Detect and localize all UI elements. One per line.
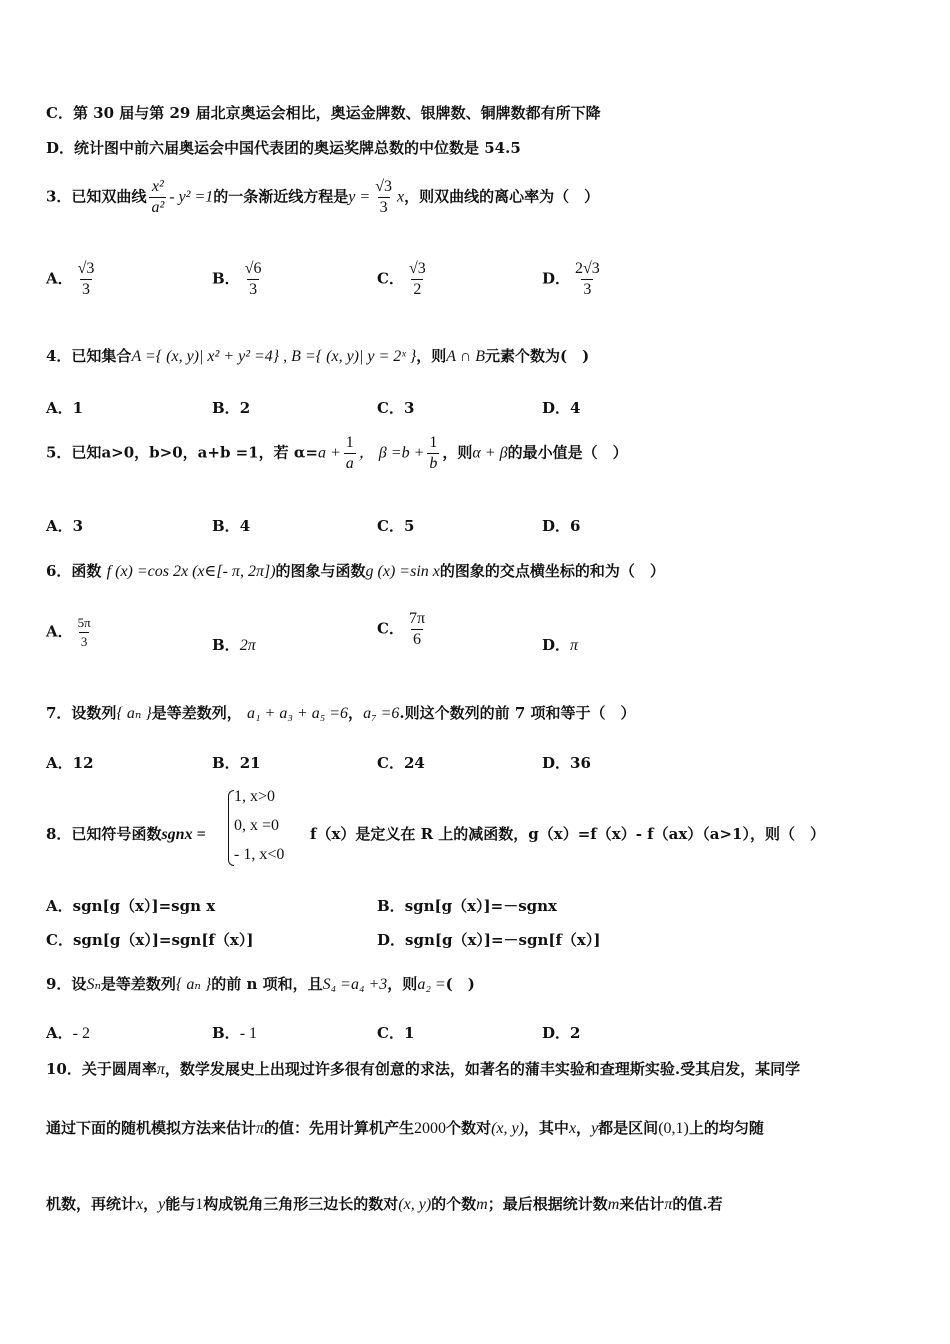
q4-option-a[interactable]: A．1 bbox=[46, 399, 84, 417]
q6-option-b[interactable]: B．2π bbox=[212, 636, 256, 654]
q9-option-b[interactable]: B．- 1 bbox=[212, 1024, 258, 1042]
q8-option-d[interactable]: D．sgn[g（x）]=－sgn[f（x）] bbox=[377, 931, 601, 949]
q5-option-c[interactable]: C．5 bbox=[377, 517, 415, 535]
q6-option-d[interactable]: D．π bbox=[542, 636, 579, 654]
q9-option-d[interactable]: D．2 bbox=[542, 1024, 581, 1042]
q7-option-d[interactable]: D．36 bbox=[542, 754, 591, 772]
question-8-prefix: 8．已知符号函数sgnx = bbox=[46, 825, 206, 843]
q3-option-c[interactable]: C． $\frac{√3}{2}$ bbox=[377, 260, 426, 298]
question-7: 7．设数列{ aₙ }是等差数列， a₁ + a₃ + a₅ =6，a₇ =6.则这个数列的前 7 项和等于（ ） bbox=[46, 704, 636, 722]
q7-option-a[interactable]: A．12 bbox=[46, 754, 94, 772]
q4-option-c[interactable]: C．3 bbox=[377, 399, 415, 417]
q3-option-b[interactable]: B． $\frac{√6}{3}$ bbox=[212, 260, 262, 298]
hyperbola-fraction: $\frac{\text{x²}}{\text{a²}}$ bbox=[151, 178, 165, 216]
q5-option-d[interactable]: D．6 bbox=[542, 517, 581, 535]
q5-option-b[interactable]: B．4 bbox=[212, 517, 251, 535]
option-d-previous: D．统计图中前六届奥运会中国代表团的奥运奖牌总数的中位数是 54.5 bbox=[46, 139, 521, 157]
question-9: 9．设Sₙ是等差数列{ aₙ }的前 n 项和，且S₄ =a₄ +3，则a₂ =( ) bbox=[46, 975, 475, 993]
question-10-line-3: 机数，再统计x，y能与1构成锐角三角形三边长的数对(x, y)的个数m；最后根据统计数m来估计π的值.若 bbox=[46, 1195, 723, 1213]
q7-option-c[interactable]: C．24 bbox=[377, 754, 425, 772]
q4-option-d[interactable]: D．4 bbox=[542, 399, 581, 417]
q6-option-a[interactable]: A． $\frac{5\pi}{3}$ bbox=[46, 615, 91, 649]
q5-option-a[interactable]: A．3 bbox=[46, 517, 84, 535]
question-3: 3．已知双曲线 $\frac{\text{x²}}{\text{a²}}$ - y² =1的一条渐近线方程是y = $\frac{√3}{3}$ x，则双曲线的离心率为（ ） bbox=[46, 178, 600, 216]
option-c-previous: C．第 30 届与第 29 届北京奥运会相比，奥运金牌数、银牌数、铜牌数都有所下降 bbox=[46, 104, 601, 122]
question-4: 4．已知集合A ={ (x, y)| x² + y² =4} , B ={ (x, y)| y = 2ˣ }，则A ∩ B元素个数为( ) bbox=[46, 347, 590, 365]
question-8-body: f（x）是定义在 R 上的减函数，g（x）=f（x）- f（ax）（a>1），则（ ） bbox=[310, 825, 825, 843]
question-10-line-1: 10．关于圆周率π，数学发展史上出现过许多很有创意的求法，如著名的蒲丰实验和查理斯实验.受其启发，某同学 bbox=[46, 1060, 801, 1078]
q8-option-a[interactable]: A．sgn[g（x）]=sgn x bbox=[46, 897, 216, 915]
q3-option-a[interactable]: A． $\frac{√3}{3}$ bbox=[46, 260, 95, 298]
case-3: - 1, x<0 bbox=[234, 846, 285, 863]
q8-option-c[interactable]: C．sgn[g（x）]=sgn[f（x）] bbox=[46, 931, 254, 949]
q4-option-b[interactable]: B．2 bbox=[212, 399, 251, 417]
q8-option-b[interactable]: B．sgn[g（x）]=－sgnx bbox=[377, 897, 558, 915]
q9-option-c[interactable]: C．1 bbox=[377, 1024, 415, 1042]
asymptote-fraction: $\frac{√3}{3}$ bbox=[375, 178, 392, 216]
q6-option-c[interactable]: C． $\frac{7\pi}{6}$ bbox=[377, 610, 426, 648]
case-2: 0, x =0 bbox=[234, 817, 280, 834]
question-10-line-2: 通过下面的随机模拟方法来估计π的值：先用计算机产生2000个数对(x, y)，其中x，y都是区间(0,1)上的均匀随 bbox=[46, 1119, 764, 1137]
q3-option-d[interactable]: D． $\frac{2√3}{3}$ bbox=[542, 260, 600, 298]
q7-option-b[interactable]: B．21 bbox=[212, 754, 261, 772]
case-1: 1, x>0 bbox=[234, 788, 276, 805]
question-6: 6．函数 f (x) =cos 2x (x∈[- π, 2π])的图象与函数g (x) =sin x的图象的交点横坐标的和为（ ） bbox=[46, 562, 665, 580]
question-5: 5．已知a>0，b>0，a+b =1，若 α=a + $\frac{1}{a}$ ， β =b + $\frac{1}{b}$ ，则α + β的最小值是（ ） bbox=[46, 434, 628, 472]
q9-option-a[interactable]: A．- 2 bbox=[46, 1024, 90, 1042]
